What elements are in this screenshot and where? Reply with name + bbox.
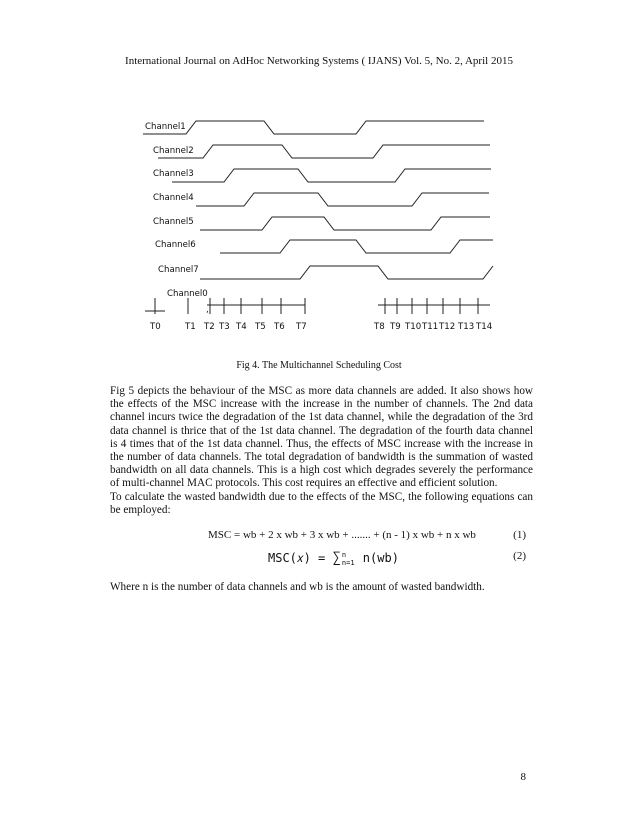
- time-label: T2: [204, 322, 215, 332]
- time-label: T4: [236, 322, 247, 332]
- body-paragraph-1: Fig 5 depicts the behaviour of the MSC as more data channels are added. It also shows how the effects of the MSC increase with the increase in the number of channels. The 2nd data channel incurs twice the degradation of the 1st data channel, while the degradation of the 3rd data channel is thrice that of the 1st data channel. The degradation of the fourth data channel is 4 times that of the 1st data channel. Thus, the effects of MSC increase with the increase in the number of data channels. The total degradation of bandwidth is the summation of wasted bandwidth on all data channels. This is a high cost which degrades severely the performance of multi-channel MAC protocols. This cost requires an effective and efficient solution.: [110, 385, 533, 490]
- equation-2-body: [268, 550, 399, 567]
- body-paragraph-3: Where n is the number of data channels and wb is the amount of wasted bandwidth.: [110, 581, 485, 593]
- channel-waveform: [220, 240, 493, 253]
- channel-label: Channel3: [153, 169, 194, 179]
- channel-waveform: [158, 145, 490, 158]
- equation-2-upper: n: [341, 550, 347, 559]
- tick-mark-label: ,: [206, 305, 209, 315]
- channel-label: Channel5: [153, 217, 194, 227]
- channel-label: Channel6: [155, 240, 196, 250]
- figure-caption: Fig 4. The Multichannel Scheduling Cost: [236, 360, 402, 371]
- time-label: T7: [296, 322, 307, 332]
- time-label: T13: [458, 322, 475, 332]
- channel-waveform: [143, 121, 484, 134]
- channel-waveform: [196, 193, 489, 206]
- channel-label: Channel1: [145, 122, 186, 132]
- time-label: T0: [150, 322, 161, 332]
- body-paragraph-2: To calculate the wasted bandwidth due to the effects of the MSC, the following equations can be employed:: [110, 491, 533, 517]
- channel-waveform: [172, 169, 491, 182]
- channel-label: Channel4: [153, 193, 194, 203]
- channel0-label: Channel0: [167, 289, 208, 299]
- equation-2-number: (2): [513, 550, 526, 562]
- equation-2-sum: ∑: [332, 550, 341, 566]
- time-label: T9: [390, 322, 401, 332]
- time-label: T5: [255, 322, 266, 332]
- time-label: T1: [185, 322, 196, 332]
- equation-2-lower: n=1: [341, 558, 355, 567]
- page-number: 8: [520, 771, 526, 783]
- time-label: T11: [422, 322, 439, 332]
- channel-waveform: [200, 266, 493, 279]
- time-label: T8: [374, 322, 385, 332]
- time-label: T10: [405, 322, 422, 332]
- time-label: T3: [219, 322, 230, 332]
- equation-2-lhs: MSC(𝑥) =: [268, 551, 333, 565]
- time-label: T14: [476, 322, 493, 332]
- equation-1-body: MSC = wb + 2 x wb + 3 x wb + ....... + (n - 1) x wb + n x wb: [208, 529, 476, 541]
- channel-label: Channel7: [158, 265, 199, 275]
- time-label: T12: [439, 322, 456, 332]
- equation-2-rhs: n(wb): [355, 551, 399, 565]
- channel-waveform: [200, 217, 490, 230]
- time-label: T6: [274, 322, 285, 332]
- channel-label: Channel2: [153, 146, 194, 156]
- journal-header: International Journal on AdHoc Networking Systems ( IJANS) Vol. 5, No. 2, April 2015: [125, 55, 513, 67]
- equation-1-number: (1): [513, 529, 526, 541]
